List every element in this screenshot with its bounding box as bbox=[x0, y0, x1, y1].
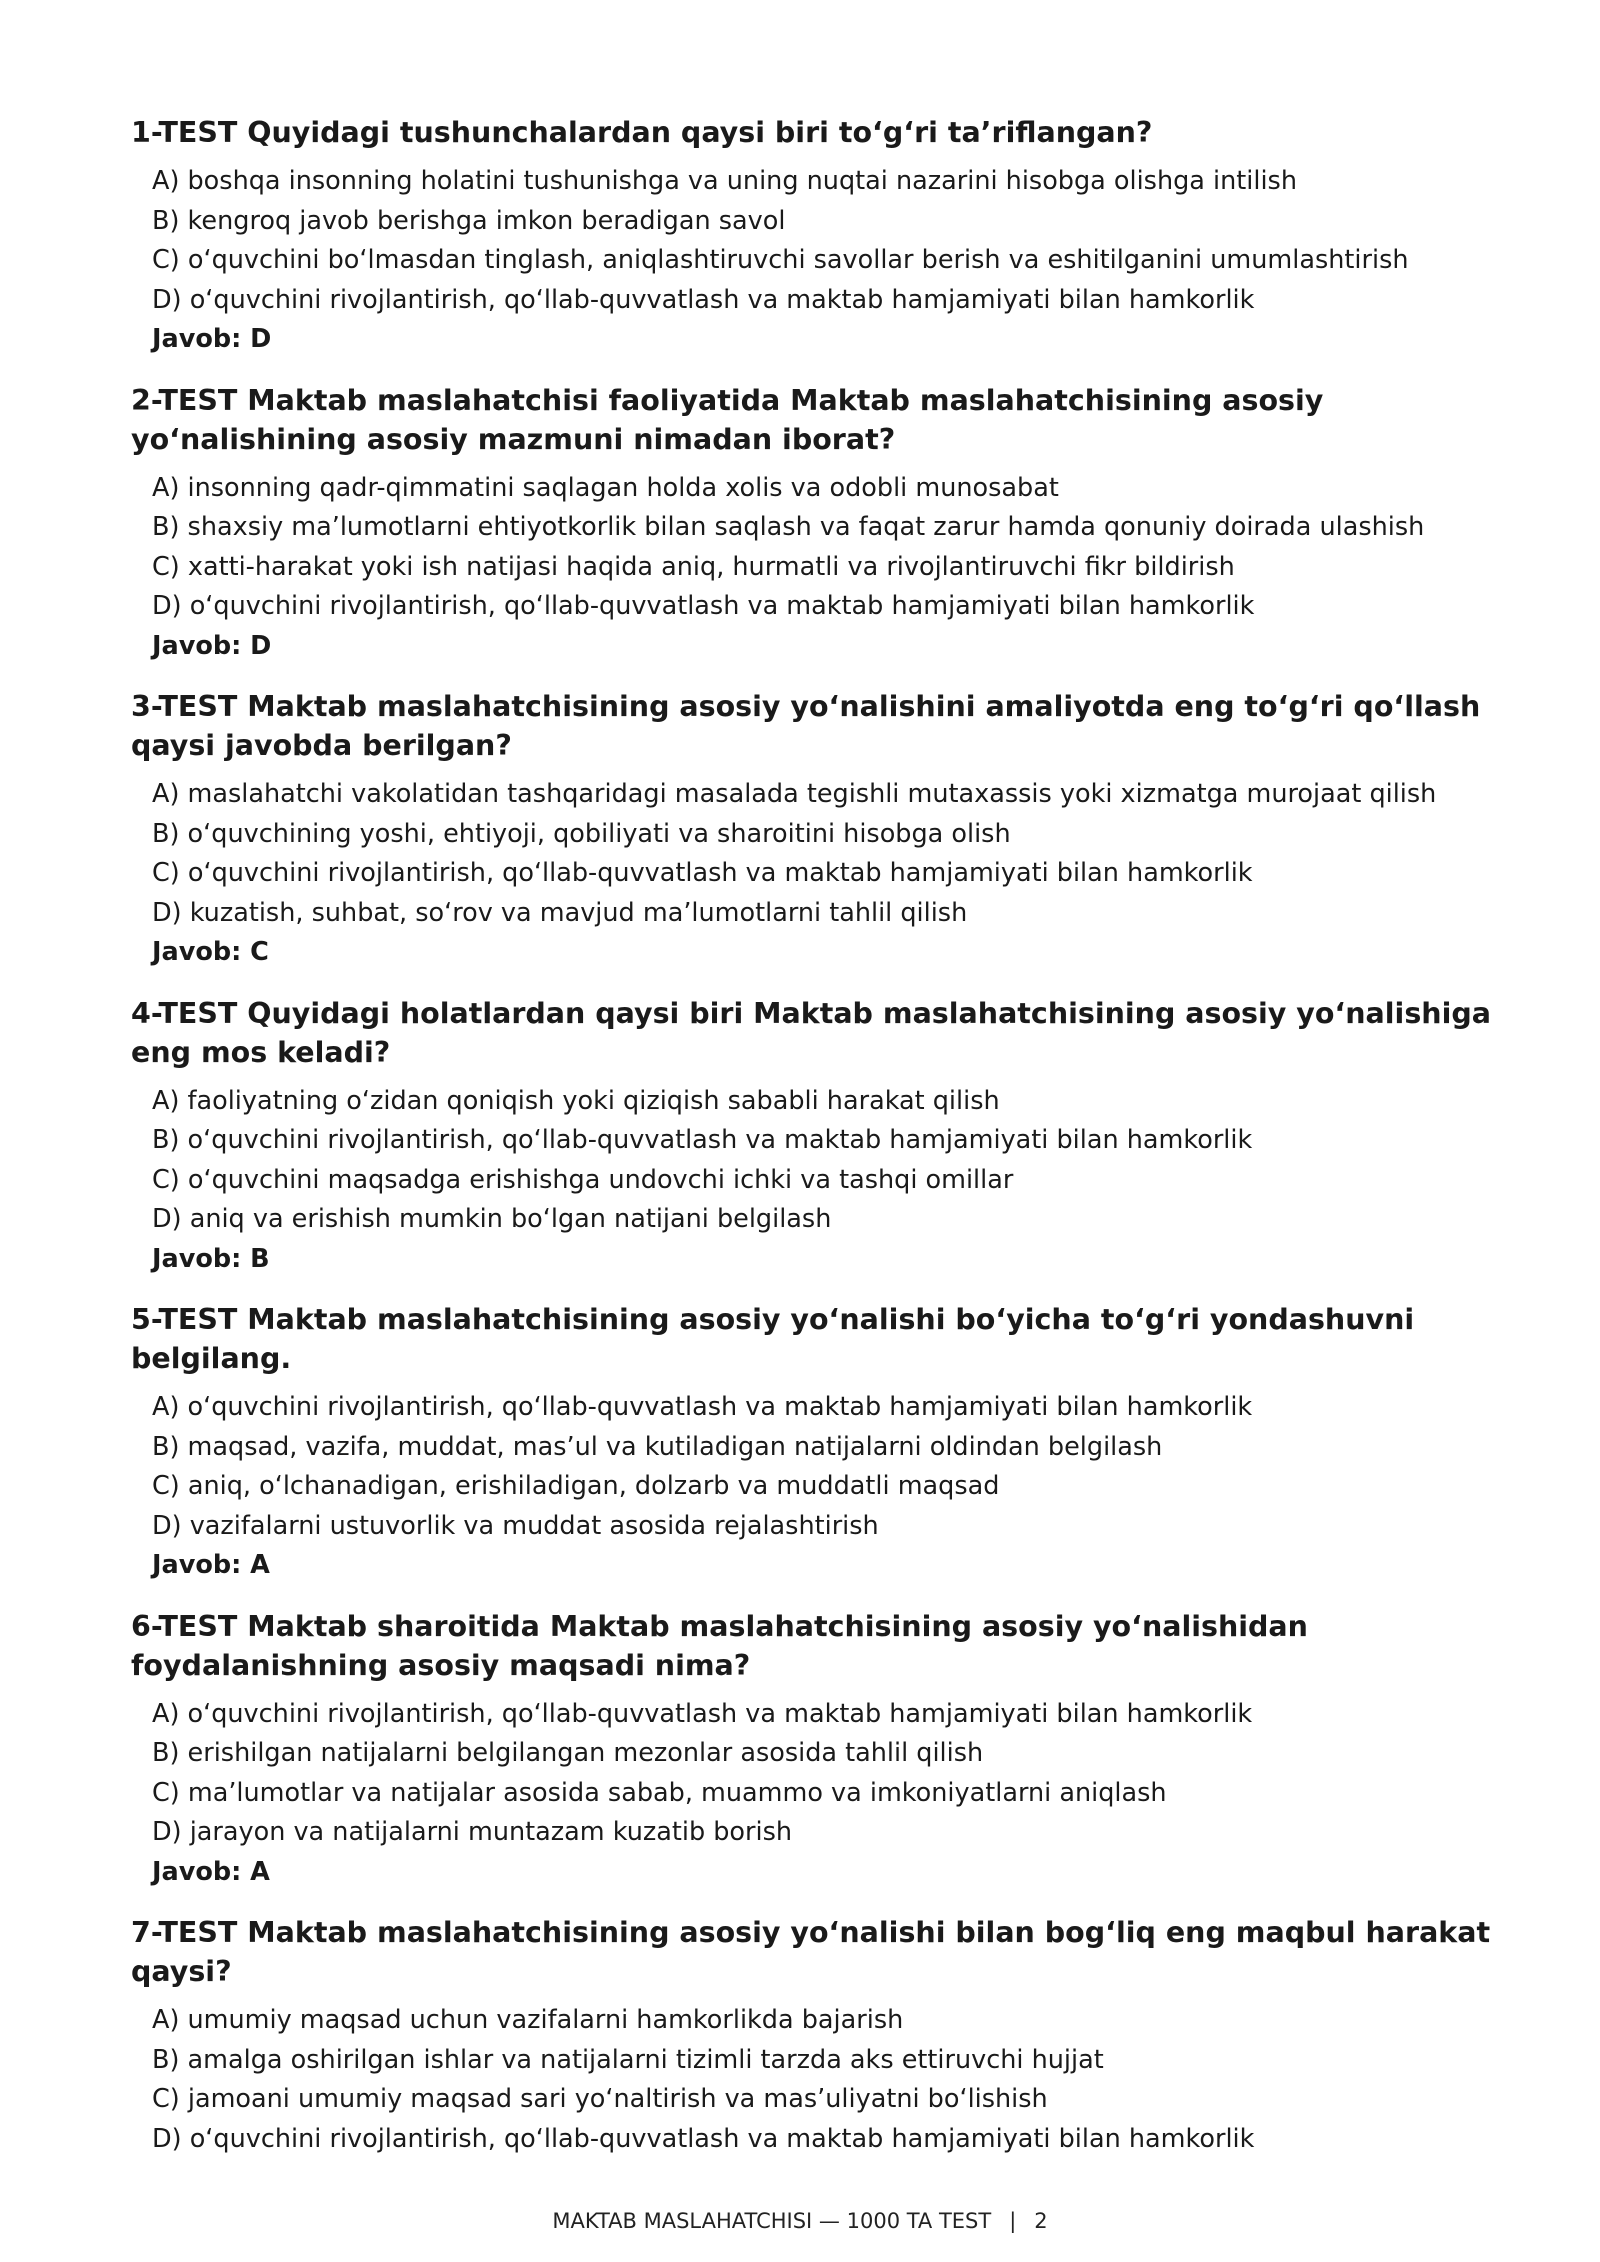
answer-key: Javob: D bbox=[152, 324, 272, 354]
option-a: A) faoliyatning o‘zidan qoniqish yoki qiziqish sababli harakat qilish bbox=[152, 1085, 1000, 1116]
option-a: A) o‘quvchini rivojlantirish, qo‘llab-quvvatlash va maktab hamjamiyati bilan hamkorlik bbox=[152, 1698, 1253, 1729]
option-c: C) xatti-harakat yoki ish natijasi haqida aniq, hurmatli va rivojlantiruvchi fikr bildirish bbox=[152, 551, 1235, 582]
answer-key: Javob: D bbox=[152, 630, 272, 661]
footer-title: MAKTAB MASLAHATCHISI — 1000 TA TEST bbox=[552, 2209, 992, 2233]
option-a: A) o‘quvchini rivojlantirish, qo‘llab-quvvatlash va maktab hamjamiyati bilan hamkorlik bbox=[152, 1392, 1253, 1422]
option-c: C) o‘quvchini rivojlantirish, qo‘llab-quvvatlash va maktab hamjamiyati bilan hamkorlik bbox=[152, 858, 1253, 888]
option-b: B) maqsad, vazifa, muddat, mas’ul va kutiladigan natijalarni oldindan belgilash bbox=[152, 1431, 1163, 1462]
footer-separator: | bbox=[1009, 2209, 1017, 2233]
test-item-4 bbox=[131, 994, 1511, 1280]
question-title: 7-TEST Maktab maslahatchisining asosiy yo‘nalishi bilan bog‘liq eng maqbul harakat qaysi? bbox=[131, 1916, 1491, 1988]
question-title: 6-TEST Maktab sharoitida Maktab maslahatchisining asosiy yo‘nalishidan foydalanishning asosiy maqsadi nima? bbox=[131, 1609, 1308, 1682]
option-d: D) aniq va erishish mumkin bo‘lgan natijani belgilash bbox=[152, 1204, 832, 1234]
question-title: 3-TEST Maktab maslahatchisining asosiy yo‘nalishini amaliyotda eng to‘g‘ri qo‘llash qaysi javobda berilgan? bbox=[131, 690, 1481, 762]
option-d: D) o‘quvchini rivojlantirish, qo‘llab-quvvatlash va maktab hamjamiyati bilan hamkorlik bbox=[152, 284, 1255, 315]
answer-key: Javob: A bbox=[152, 1550, 270, 1580]
option-a: A) maslahatchi vakolatidan tashqaridagi masalada tegishli mutaxassis yoki xizmatga murojaat qilish bbox=[152, 779, 1437, 809]
test-item-2 bbox=[131, 381, 1511, 667]
page-footer bbox=[0, 2206, 1600, 2236]
option-b: B) shaxsiy ma’lumotlarni ehtiyotkorlik bilan saqlash va faqat zarur hamda qonuniy doirada ulashish bbox=[152, 512, 1425, 542]
option-c: C) jamoani umumiy maqsad sari yo‘naltirish va mas’uliyatni bo‘lishish bbox=[152, 2084, 1048, 2114]
option-c: C) aniq, o‘lchanadigan, erishiladigan, dolzarb va muddatli maqsad bbox=[152, 1471, 1000, 1501]
option-b: B) kengroq javob berishga imkon beradigan savol bbox=[152, 205, 786, 236]
answer-key: Javob: C bbox=[152, 937, 269, 967]
test-list bbox=[131, 113, 1511, 2180]
question-title: 5-TEST Maktab maslahatchisining asosiy yo‘nalishi bo‘yicha to‘g‘ri yondashuvni belgilang. bbox=[131, 1303, 1415, 1375]
option-b: B) o‘quvchini rivojlantirish, qo‘llab-quvvatlash va maktab hamjamiyati bilan hamkorlik bbox=[152, 1125, 1253, 1155]
option-c: C) ma’lumotlar va natijalar asosida sabab, muammo va imkoniyatlarni aniqlash bbox=[152, 1777, 1167, 1808]
question-title: 4-TEST Quyidagi holatlardan qaysi biri Maktab maslahatchisining asosiy yo‘nalishiga eng mos keladi? bbox=[131, 996, 1491, 1069]
test-item-7 bbox=[131, 1913, 1511, 2159]
page-number: 2 bbox=[1034, 2209, 1048, 2233]
option-b: B) o‘quvchining yoshi, ehtiyoji, qobiliyati va sharoitini hisobga olish bbox=[152, 818, 1011, 849]
test-item-6 bbox=[131, 1607, 1511, 1893]
option-d: D) o‘quvchini rivojlantirish, qo‘llab-quvvatlash va maktab hamjamiyati bilan hamkorlik bbox=[152, 591, 1255, 621]
option-d: D) vazifalarni ustuvorlik va muddat asosida rejalashtirish bbox=[152, 1510, 879, 1541]
answer-key: Javob: B bbox=[152, 1243, 270, 1274]
option-a: A) insonning qadr-qimmatini saqlagan holda xolis va odobli munosabat bbox=[152, 472, 1059, 503]
question-title: 1-TEST Quyidagi tushunchalardan qaysi biri to‘g‘ri ta’riflangan? bbox=[131, 116, 1153, 149]
option-d: D) o‘quvchini rivojlantirish, qo‘llab-quvvatlash va maktab hamjamiyati bilan hamkorlik bbox=[152, 2123, 1255, 2154]
answer-key: Javob: A bbox=[152, 1856, 270, 1887]
option-a: A) boshqa insonning holatini tushunishga va uning nuqtai nazarini hisobga olishga intilish bbox=[152, 166, 1297, 196]
option-b: B) amalga oshirilgan ishlar va natijalarni tizimli tarzda aks ettiruvchi hujjat bbox=[152, 2044, 1104, 2075]
option-d: D) jarayon va natijalarni muntazam kuzatib borish bbox=[152, 1817, 793, 1847]
test-item-1 bbox=[131, 113, 1511, 360]
test-item-5 bbox=[131, 1300, 1511, 1586]
option-c: C) o‘quvchini bo‘lmasdan tinglash, aniqlashtiruvchi savollar berish va eshitilganini umumlashtirish bbox=[152, 245, 1409, 275]
question-title: 2-TEST Maktab maslahatchisi faoliyatida Maktab maslahatchisining asosiy yo‘nalishining asosiy mazmuni nimadan iborat? bbox=[131, 383, 1324, 456]
option-c: C) o‘quvchini maqsadga erishishga undovchi ichki va tashqi omillar bbox=[152, 1164, 1014, 1195]
test-item-3 bbox=[131, 687, 1511, 973]
option-d: D) kuzatish, suhbat, so‘rov va mavjud ma’lumotlarni tahlil qilish bbox=[152, 897, 968, 928]
option-a: A) umumiy maqsad uchun vazifalarni hamkorlikda bajarish bbox=[152, 2005, 904, 2035]
option-b: B) erishilgan natijalarni belgilangan mezonlar asosida tahlil qilish bbox=[152, 1738, 984, 1768]
